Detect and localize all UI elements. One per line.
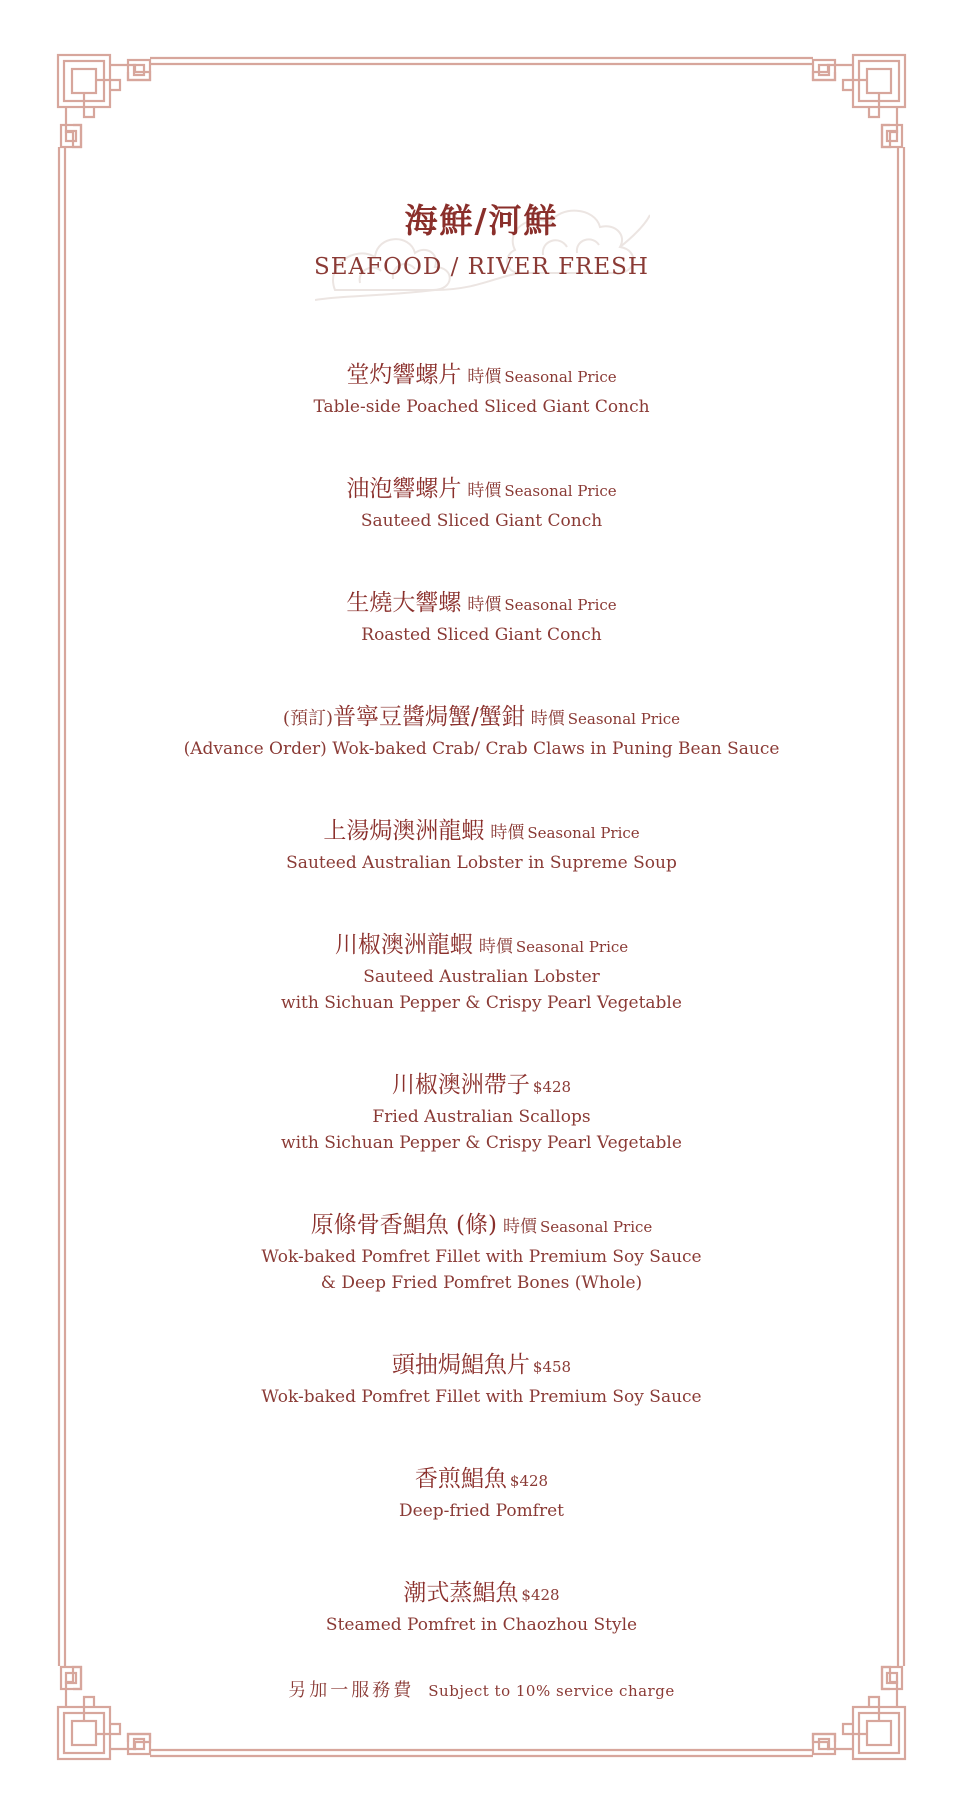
dish-name-zh: 香煎鯧魚 xyxy=(414,1466,507,1492)
price-en: Seasonal Price xyxy=(527,824,640,842)
menu-item xyxy=(0,700,963,762)
dish-name-en: Sauteed Australian Lobster xyxy=(363,967,600,987)
price-en: Seasonal Price xyxy=(515,938,629,956)
dish-name-zh: 生燒大響螺 xyxy=(346,590,462,616)
dish-name-en: Deep-fried Pomfret xyxy=(399,1501,564,1521)
dish-name-en: Sauteed Australian Lobster in Supreme Soup xyxy=(286,853,677,873)
price-en: Seasonal Price xyxy=(504,596,617,614)
price-en: $428 xyxy=(532,1078,572,1096)
menu-item xyxy=(0,1576,963,1638)
menu-item xyxy=(0,814,963,876)
service-charge-note xyxy=(0,1676,963,1702)
price-zh: 時價 xyxy=(502,1217,537,1237)
price-en: $428 xyxy=(521,1586,560,1604)
price-zh: 時價 xyxy=(467,595,502,615)
dish-name-en: Wok-baked Pomfret Fillet with Premium Soy Sauce xyxy=(261,1247,702,1267)
dish-name-en: Fried Australian Scallops xyxy=(372,1107,591,1127)
dish-name-en: Roasted Sliced Giant Conch xyxy=(361,625,602,645)
service-charge-en: Subject to 10% service charge xyxy=(428,1682,675,1700)
dish-name-en: Table-side Poached Sliced Giant Conch xyxy=(313,397,650,417)
dish-name-en: (Advance Order) Wok-baked Crab/ Crab Claws in Puning Bean Sauce xyxy=(183,739,780,759)
price-en: Seasonal Price xyxy=(539,1218,653,1236)
menu-item xyxy=(0,472,963,534)
price-en: Seasonal Price xyxy=(504,368,617,386)
dish-name-zh: 川椒澳洲帶子 xyxy=(391,1072,530,1098)
menu-item xyxy=(0,1462,963,1524)
dish-name-zh: 堂灼響螺片 xyxy=(346,362,462,388)
dish-description-en: with Sichuan Pepper & Crispy Pearl Vegetable xyxy=(281,1133,682,1153)
price-zh: 時價 xyxy=(490,823,525,843)
price-en: $458 xyxy=(532,1358,572,1376)
price-en: $428 xyxy=(509,1472,549,1490)
dish-name-zh: 潮式蒸鯧魚 xyxy=(403,1580,519,1606)
dish-name-zh: 上湯焗澳洲龍蝦 xyxy=(323,818,485,844)
dish-description-en: with Sichuan Pepper & Crispy Pearl Vegetable xyxy=(281,993,682,1013)
price-zh: 時價 xyxy=(467,367,502,387)
price-en: Seasonal Price xyxy=(567,710,681,728)
dish-name-zh: 原條骨香鯧魚 (條) xyxy=(310,1212,497,1238)
advance-order-prefix: (預訂) xyxy=(282,708,333,729)
price-zh: 時價 xyxy=(530,709,565,729)
menu-item xyxy=(0,928,963,1016)
menu-list xyxy=(0,358,963,1690)
dish-name-en: Sauteed Sliced Giant Conch xyxy=(360,511,603,531)
page-title-english: SEAFOOD / RIVER FRESH xyxy=(314,254,649,280)
dish-name-zh: 頭抽焗鯧魚片 xyxy=(391,1352,530,1378)
price-zh: 時價 xyxy=(467,481,502,501)
price-zh: 時價 xyxy=(478,937,513,957)
menu-item xyxy=(0,1348,963,1410)
menu-item xyxy=(0,1068,963,1156)
menu-item xyxy=(0,358,963,420)
page-title-chinese: 海鮮/河鮮 xyxy=(404,201,559,240)
dish-name-en: Steamed Pomfret in Chaozhou Style xyxy=(325,1615,638,1635)
service-charge-zh: 另加一服務費 xyxy=(288,1680,415,1701)
dish-name-zh: 普寧豆醬焗蟹/蟹鉗 xyxy=(332,704,525,730)
dish-name-en: Wok-baked Pomfret Fillet with Premium Soy Sauce xyxy=(261,1387,702,1407)
price-en: Seasonal Price xyxy=(504,482,617,500)
menu-item xyxy=(0,586,963,648)
menu-header xyxy=(0,198,963,282)
dish-description-en: & Deep Fried Pomfret Bones (Whole) xyxy=(320,1273,643,1293)
dish-name-zh: 油泡響螺片 xyxy=(346,476,462,502)
menu-item xyxy=(0,1208,963,1296)
dish-name-zh: 川椒澳洲龍蝦 xyxy=(334,932,473,958)
